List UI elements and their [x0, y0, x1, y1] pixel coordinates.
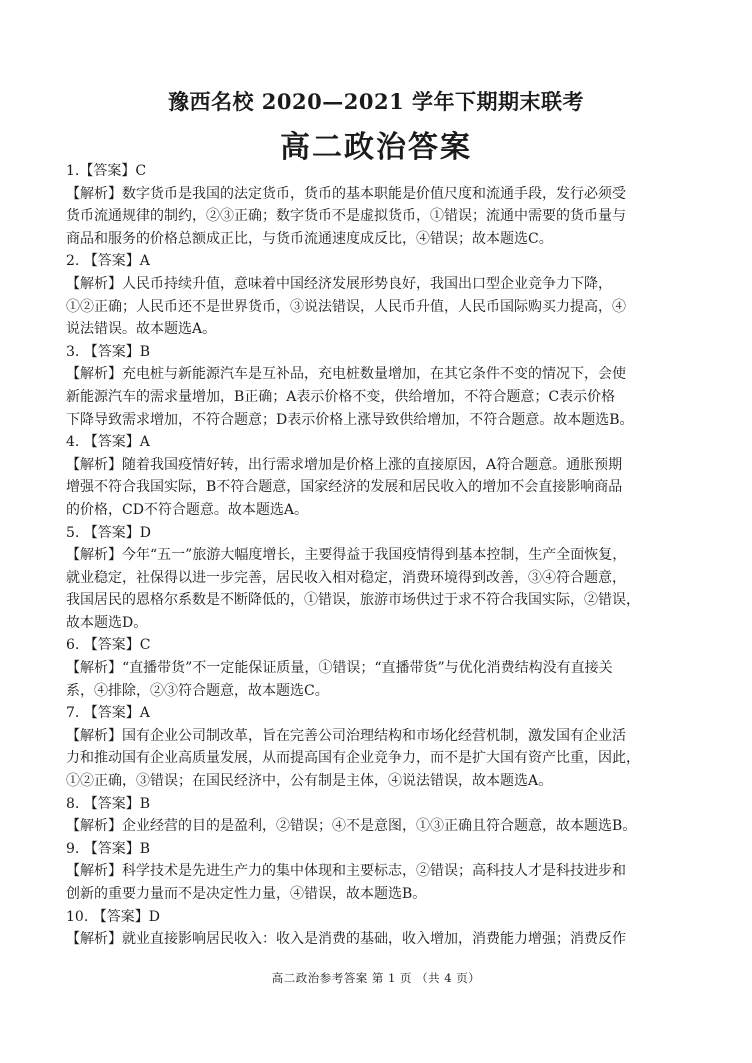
text-line: 创新的重要力量而不是决定性力量，④错误，故本题选B。 [66, 886, 427, 902]
text-line: 的价格，CD不符合题意。故本题选A。 [66, 501, 309, 518]
text-line: 5. 【答案】D [66, 524, 152, 541]
text-line: 【解析】国有企业公司制改革，旨在完善公司治理结构和市场化经营机制，激发国有企业活 [66, 727, 626, 744]
text-line: 【解析】“直播带货”不一定能保证质量，①错误；“直播带货”与优化消费结构没有直接关 [66, 660, 613, 677]
text-line: 新能源汽车的需求量增加，B正确；A表示价格不变，供给增加，不符合题意；C表示价格 [66, 388, 616, 405]
text-line: 增强不符合我国实际，B不符合题意，国家经济的发展和居民收入的增加不会直接影响商品 [66, 479, 623, 496]
text-line: 就业稳定，社保得以进一步完善，居民收入相对稳定，消费环境得到改善，③④符合题意， [66, 569, 626, 586]
text-line: 【解析】充电桩与新能源汽车是互补品，充电桩数量增加，在其它条件不变的情况下，会使 [66, 366, 626, 383]
answer-title: 高二政治答案 [280, 130, 472, 165]
text-line: 故本题选D。 [66, 614, 148, 631]
text-line: 【解析】科学技术是先进生产力的集中体现和主要标志，②错误；高科技人才是科技进步和 [66, 863, 626, 880]
text-line: 2. 【答案】A [66, 253, 150, 270]
text-line: 1.【答案】C [66, 163, 147, 179]
text-line: 【解析】今年“五一”旅游大幅度增长，主要得益于我国疫情得到基本控制，生产全面恢复， [66, 547, 627, 564]
text-line: 【解析】人民币持续升值，意味着中国经济发展形势良好，我国出口型企业竞争力下降， [66, 275, 612, 292]
text-line: 货币流通规律的制约，②③正确；数字货币不是虚拟货币，①错误；流通中需要的货币量与 [66, 208, 626, 225]
text-line: 10. 【答案】D [66, 908, 160, 925]
text-line: 说法错误。故本题选A。 [66, 321, 217, 338]
text-line: 我国居民的恩格尔系数是不断降低的，①错误，旅游市场供过于求不符合我国实际，②错误， [66, 592, 640, 609]
text-line: 【解析】企业经营的目的是盈利，②错误；④不是意图，①③正确且符合题意，故本题选B。 [66, 818, 637, 835]
text-line: 8. 【答案】B [66, 795, 151, 812]
text-line: 系，④排除，②③符合题意，故本题选C。 [66, 682, 329, 699]
text-line: 【解析】数字货币是我国的法定货币，货币的基本职能是价值尺度和流通手段，发行必须受 [66, 185, 626, 202]
text-line: ①②正确，③错误；在国民经济中，公有制是主体，④说法错误，故本题选A。 [66, 773, 553, 790]
text-line: 下降导致需求增加，不符合题意；D表示价格上涨导致供给增加，不符合题意。故本题选B。 [66, 411, 634, 428]
text-line: 【解析】就业直接影响居民收入：收入是消费的基础，收入增加，消费能力增强；消费反作 [66, 931, 626, 948]
text-line: 7. 【答案】A [66, 705, 150, 722]
text-line: 3. 【答案】B [66, 343, 151, 360]
text-line: 4. 【答案】A [66, 434, 150, 451]
text-line: 力和推动国有企业高质量发展，从而提高国有企业竞争力，而不是扩大国有资产比重，因此， [66, 750, 640, 767]
answer-body [66, 160, 688, 951]
text-line: 商品和服务的价格总额成正比，与货币流通速度成反比，④错误；故本题选C。 [66, 230, 553, 247]
text-line: 9. 【答案】B [66, 840, 151, 857]
exam-title: 豫西名校 2020—2021 学年下期期末联考 [167, 89, 584, 114]
page-footer: 高二政治参考答案 第 1 页 （共 4 页） [271, 971, 481, 985]
text-line: ①②正确；人民币还不是世界货币，③说法错误，人民币升值，人民币国际购买力提高，④ [66, 298, 626, 315]
text-line: 6. 【答案】C [66, 637, 151, 654]
text-line: 【解析】随着我国疫情好转，出行需求增加是价格上涨的直接原因，A符合题意。通胀预期 [66, 456, 623, 473]
